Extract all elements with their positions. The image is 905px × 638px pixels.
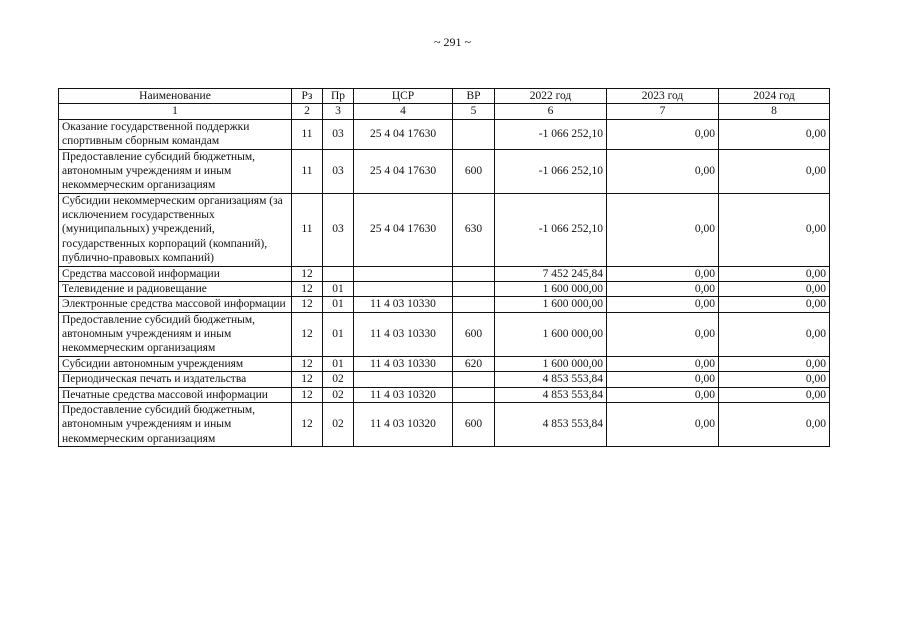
cell-2024: 0,00 bbox=[719, 372, 830, 387]
cell-vr bbox=[453, 281, 495, 296]
header-vr: ВР bbox=[453, 89, 495, 104]
cell-name: Субсидии автономным учреждениям bbox=[59, 356, 292, 371]
cell-2024: 0,00 bbox=[719, 149, 830, 193]
cell-csr: 11 4 03 10320 bbox=[354, 402, 453, 446]
table-row bbox=[59, 119, 830, 149]
cell-rz: 12 bbox=[292, 312, 323, 356]
cell-2022: 4 853 553,84 bbox=[495, 372, 607, 387]
column-number: 3 bbox=[323, 104, 354, 119]
cell-2023: 0,00 bbox=[607, 149, 719, 193]
cell-2024: 0,00 bbox=[719, 193, 830, 266]
cell-vr bbox=[453, 387, 495, 402]
cell-rz: 12 bbox=[292, 387, 323, 402]
column-number: 4 bbox=[354, 104, 453, 119]
cell-name: Телевидение и радиовещание bbox=[59, 281, 292, 296]
cell-name: Предоставление субсидий бюджетным, автономным учреждениям и иным некоммерческим организациям bbox=[59, 402, 292, 446]
cell-2022: 4 853 553,84 bbox=[495, 402, 607, 446]
cell-pr: 02 bbox=[323, 402, 354, 446]
cell-csr bbox=[354, 266, 453, 281]
cell-vr: 600 bbox=[453, 149, 495, 193]
cell-name: Субсидии некоммерческим организациям (за исключением государственных (муниципальных) учреждений, государственных корпораций (компаний), публично-правовых компаний) bbox=[59, 193, 292, 266]
table-row bbox=[59, 149, 830, 193]
cell-csr: 25 4 04 17630 bbox=[354, 193, 453, 266]
cell-pr: 01 bbox=[323, 297, 354, 312]
cell-vr: 620 bbox=[453, 356, 495, 371]
table-row bbox=[59, 281, 830, 296]
cell-2024: 0,00 bbox=[719, 119, 830, 149]
cell-2022: 1 600 000,00 bbox=[495, 312, 607, 356]
cell-2023: 0,00 bbox=[607, 312, 719, 356]
cell-name: Предоставление субсидий бюджетным, автономным учреждениям и иным некоммерческим организациям bbox=[59, 149, 292, 193]
table-row bbox=[59, 266, 830, 281]
cell-2024: 0,00 bbox=[719, 297, 830, 312]
cell-vr bbox=[453, 372, 495, 387]
cell-pr: 03 bbox=[323, 149, 354, 193]
table-row bbox=[59, 372, 830, 387]
cell-pr: 02 bbox=[323, 372, 354, 387]
cell-2023: 0,00 bbox=[607, 372, 719, 387]
cell-2023: 0,00 bbox=[607, 297, 719, 312]
cell-vr bbox=[453, 297, 495, 312]
cell-pr: 02 bbox=[323, 387, 354, 402]
cell-2023: 0,00 bbox=[607, 119, 719, 149]
cell-rz: 11 bbox=[292, 119, 323, 149]
cell-pr: 01 bbox=[323, 356, 354, 371]
cell-2022: 7 452 245,84 bbox=[495, 266, 607, 281]
cell-2022: 1 600 000,00 bbox=[495, 297, 607, 312]
column-number: 8 bbox=[719, 104, 830, 119]
column-number: 5 bbox=[453, 104, 495, 119]
cell-name: Электронные средства массовой информации bbox=[59, 297, 292, 312]
header-year-2024: 2024 год bbox=[719, 89, 830, 104]
cell-csr bbox=[354, 372, 453, 387]
cell-pr: 03 bbox=[323, 119, 354, 149]
cell-pr bbox=[323, 266, 354, 281]
table-row bbox=[59, 193, 830, 266]
cell-2023: 0,00 bbox=[607, 193, 719, 266]
cell-vr bbox=[453, 119, 495, 149]
table-row bbox=[59, 312, 830, 356]
cell-rz: 11 bbox=[292, 193, 323, 266]
header-csr: ЦСР bbox=[354, 89, 453, 104]
cell-rz: 12 bbox=[292, 281, 323, 296]
page-number: ~ 291 ~ bbox=[434, 35, 471, 49]
cell-2022: -1 066 252,10 bbox=[495, 193, 607, 266]
cell-2023: 0,00 bbox=[607, 356, 719, 371]
cell-2022: -1 066 252,10 bbox=[495, 149, 607, 193]
cell-rz: 12 bbox=[292, 297, 323, 312]
header-name: Наименование bbox=[59, 89, 292, 104]
header-rz: Рз bbox=[292, 89, 323, 104]
cell-csr: 11 4 03 10320 bbox=[354, 387, 453, 402]
cell-name: Средства массовой информации bbox=[59, 266, 292, 281]
table-body bbox=[59, 119, 830, 446]
cell-rz: 12 bbox=[292, 356, 323, 371]
cell-vr bbox=[453, 266, 495, 281]
table-row bbox=[59, 387, 830, 402]
cell-2023: 0,00 bbox=[607, 387, 719, 402]
cell-2022: 1 600 000,00 bbox=[495, 281, 607, 296]
header-pr: Пр bbox=[323, 89, 354, 104]
cell-name: Печатные средства массовой информации bbox=[59, 387, 292, 402]
cell-name: Оказание государственной поддержки спортивным сборным командам bbox=[59, 119, 292, 149]
cell-rz: 12 bbox=[292, 402, 323, 446]
cell-vr: 600 bbox=[453, 402, 495, 446]
column-number: 1 bbox=[59, 104, 292, 119]
cell-rz: 12 bbox=[292, 372, 323, 387]
cell-name: Периодическая печать и издательства bbox=[59, 372, 292, 387]
cell-2024: 0,00 bbox=[719, 356, 830, 371]
cell-2024: 0,00 bbox=[719, 312, 830, 356]
cell-csr: 11 4 03 10330 bbox=[354, 297, 453, 312]
cell-2022: 4 853 553,84 bbox=[495, 387, 607, 402]
cell-csr: 25 4 04 17630 bbox=[354, 119, 453, 149]
cell-csr bbox=[354, 281, 453, 296]
cell-vr: 600 bbox=[453, 312, 495, 356]
cell-2024: 0,00 bbox=[719, 402, 830, 446]
cell-2024: 0,00 bbox=[719, 281, 830, 296]
cell-name: Предоставление субсидий бюджетным, автономным учреждениям и иным некоммерческим организациям bbox=[59, 312, 292, 356]
column-number: 2 bbox=[292, 104, 323, 119]
cell-pr: 03 bbox=[323, 193, 354, 266]
cell-csr: 11 4 03 10330 bbox=[354, 356, 453, 371]
cell-2024: 0,00 bbox=[719, 266, 830, 281]
column-number: 6 bbox=[495, 104, 607, 119]
table-row bbox=[59, 402, 830, 446]
table-row bbox=[59, 356, 830, 371]
cell-2022: 1 600 000,00 bbox=[495, 356, 607, 371]
cell-rz: 11 bbox=[292, 149, 323, 193]
cell-rz: 12 bbox=[292, 266, 323, 281]
header-year-2023: 2023 год bbox=[607, 89, 719, 104]
cell-2023: 0,00 bbox=[607, 402, 719, 446]
cell-csr: 25 4 04 17630 bbox=[354, 149, 453, 193]
cell-2023: 0,00 bbox=[607, 281, 719, 296]
budget-table bbox=[58, 88, 830, 447]
cell-csr: 11 4 03 10330 bbox=[354, 312, 453, 356]
cell-vr: 630 bbox=[453, 193, 495, 266]
cell-pr: 01 bbox=[323, 281, 354, 296]
column-number-row bbox=[59, 104, 830, 119]
cell-2023: 0,00 bbox=[607, 266, 719, 281]
table-row bbox=[59, 297, 830, 312]
header-year-2022: 2022 год bbox=[495, 89, 607, 104]
header-row bbox=[59, 89, 830, 104]
cell-pr: 01 bbox=[323, 312, 354, 356]
cell-2024: 0,00 bbox=[719, 387, 830, 402]
cell-2022: -1 066 252,10 bbox=[495, 119, 607, 149]
column-number: 7 bbox=[607, 104, 719, 119]
